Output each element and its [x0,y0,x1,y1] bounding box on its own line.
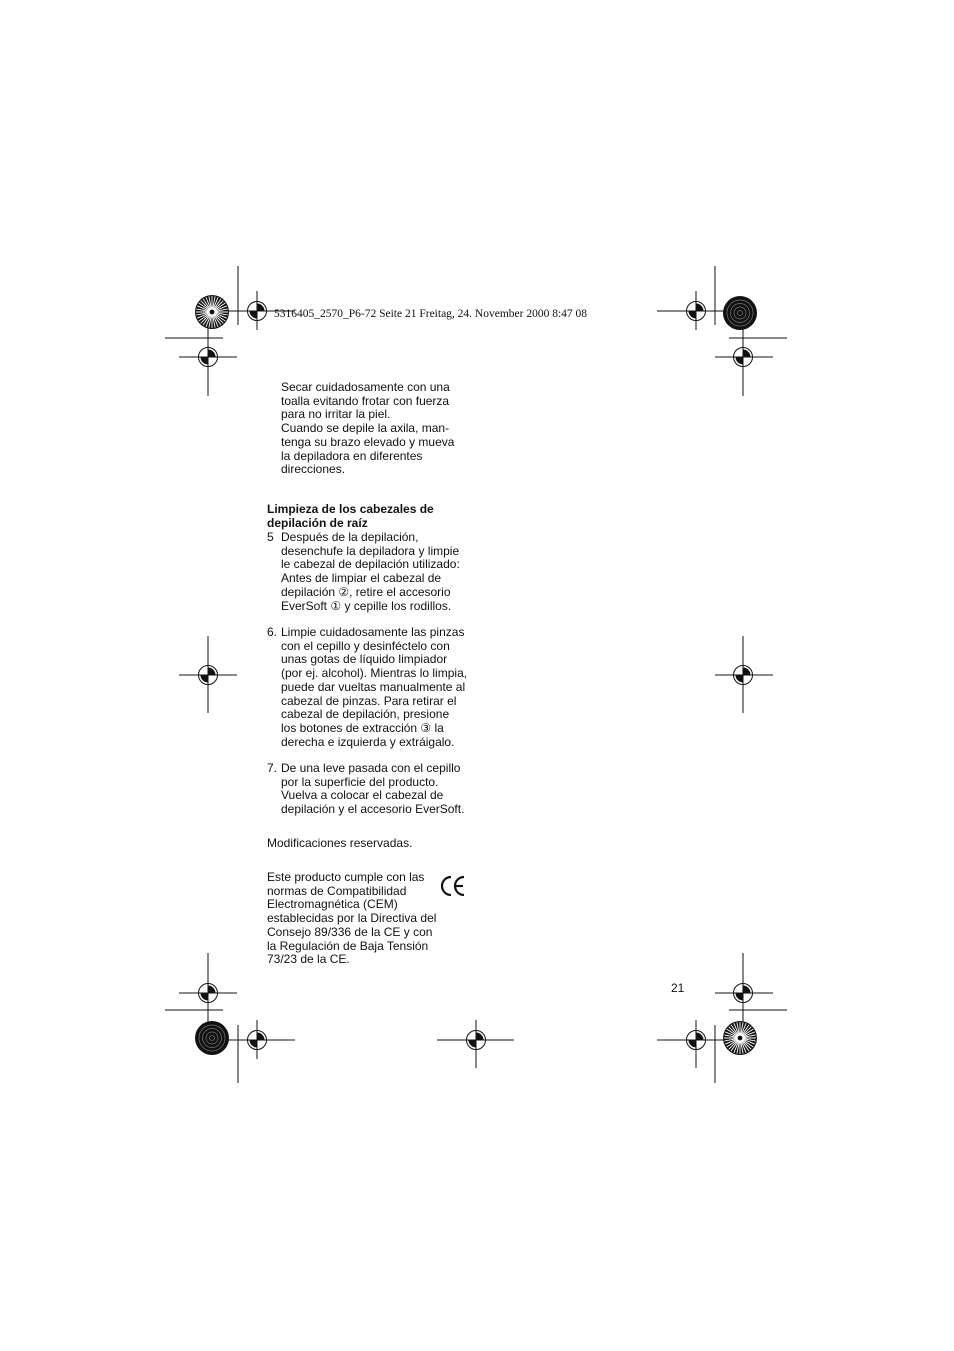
compliance-statement [267,871,436,967]
text-line: establecidas por la Directiva del [267,911,437,926]
text-line: depilación y el accesorio EverSoft. [281,802,465,817]
title-line: depilación de raíz [267,515,368,530]
text-line: (por ej. alcohol). Mientras lo limpia, [281,666,468,681]
list-item [281,626,467,749]
title-line: Limpieza de los cabezales de [267,502,434,516]
list-item [281,762,464,817]
item-number: 5 [267,530,274,544]
text-line: toalla evitando frotar con fuerza [281,393,450,408]
text-line: por la superficie del producto. [281,774,439,789]
text-line: derecha e izquierda y extráigalo. [281,734,455,749]
modifications-notice: Modificaciones reservadas. [267,836,413,850]
ce-mark-icon [440,874,466,898]
text-line: desenchufe la depiladora y limpie [281,543,460,558]
text-line: De una leve pasada con el cepillo [281,761,461,775]
text-line: EverSoft ① y cepille los rodillos. [281,598,452,613]
text-line: normas de Compatibilidad [267,883,407,898]
text-line: cabezal de depilación, presione [281,707,450,722]
text-line: Consejo 89/336 de la CE y con [267,924,433,939]
intro-paragraph [281,381,454,477]
text-line: depilación ②, retire el accesorio [281,584,451,599]
item-number: 6. [267,625,278,639]
text-line: Secar cuidadosamente con una [281,380,450,394]
text-line: le cabezal de depilación utilizado: [281,557,460,572]
text-line: Cuando se depile la axila, man- [281,421,450,436]
text-line: Antes de limpiar el cabezal de [281,571,442,586]
section-title [267,503,434,530]
text-line: la Regulación de Baja Tensión [267,938,429,953]
print-info-line: 5316405_2570_P6-72 Seite 21 Freitag, 24. November 2000 8:47 08 [274,308,588,320]
list-item [281,531,460,613]
page-number: 21 [671,981,685,995]
text-line: cabezal de pinzas. Para retirar el [281,693,457,708]
text-line: Vuelva a colocar el cabezal de [281,788,444,803]
text-line: Este producto cumple con las [267,870,425,884]
text-line: direcciones. [281,462,346,477]
text-line: Limpie cuidadosamente las pinzas [281,625,465,639]
text-line: 73/23 de la CE. [267,952,350,967]
text-line: con el cepillo y desinféctelo con [281,638,450,653]
text-line: Después de la depilación, [281,530,419,544]
text-line: la depiladora en diferentes [281,448,423,463]
item-number: 7. [267,761,278,775]
text-line: Electromagnética (CEM) [267,897,398,912]
text-line: tenga su brazo elevado y mueva [281,434,455,449]
text-line: los botones de extracción ③ la [281,720,444,735]
text-line: para no irritar la piel. [281,407,391,422]
text-line: unas gotas de líquido limpiador [281,652,448,667]
text-line: puede dar vueltas manualmente al [281,679,466,694]
